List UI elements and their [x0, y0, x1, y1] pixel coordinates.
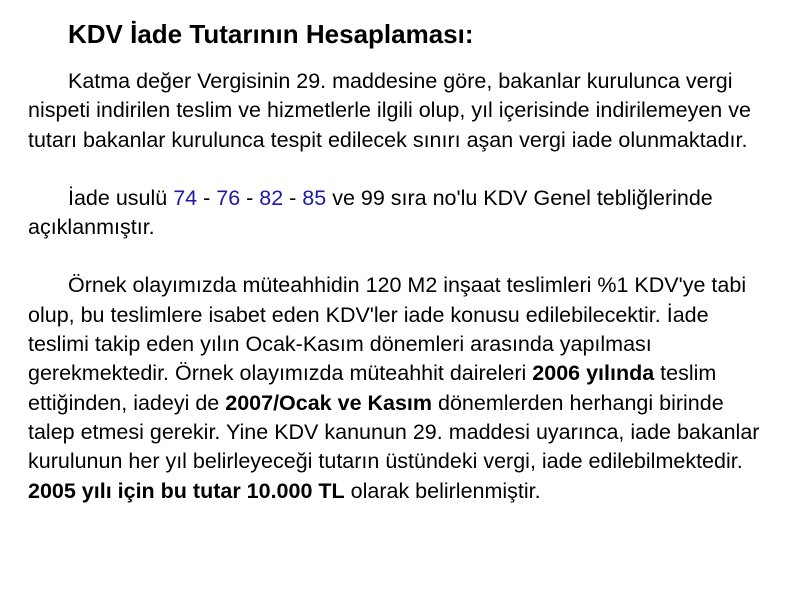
- communique-link-76[interactable]: 76: [216, 185, 241, 210]
- communique-link-74[interactable]: 74: [173, 185, 198, 210]
- paragraph-refund-procedure: [28, 184, 772, 243]
- example-text-3: dönemlerden herhangi birinde talep etmesi gerekir. Yine KDV kanunun 29. maddesi uyarınca, iade bakanlar kurulunun her yıl belirleyeceği tutarın üstündeki vergi, iade edilebilmektedir.: [28, 390, 760, 474]
- link-separator: -: [240, 185, 260, 210]
- example-text-4: olarak belirlenmiştir.: [344, 478, 541, 503]
- procedure-lead-text: İade usulü: [68, 185, 174, 210]
- link-separator: -: [197, 185, 217, 210]
- refund-period-bold: 2007/Ocak ve Kasım: [225, 390, 433, 415]
- document-page: [28, 14, 772, 506]
- delivery-year-bold: 2006 yılında: [532, 361, 655, 386]
- example-text-2: teslim ettiğinden, iadeyi de: [28, 361, 717, 415]
- paragraph-vat-refund-rule: Katma değer Vergisinin 29. maddesine göre, bakanlar kurulunca vergi nispeti indirilen teslim ve hizmetlerle ilgili olup, yıl içerisinde indirilemeyen ve tutarı bakanlar kurulunca tespit edilecek sınırı aşan vergi iade olunmaktadır.: [28, 69, 751, 152]
- procedure-tail-text: ve 99 sıra no'lu KDV Genel tebliğlerinde açıklanmıştır.: [28, 185, 713, 240]
- example-text-1: Örnek olayımızda müteahhidin 120 M2 inşaat teslimleri %1 KDV'ye tabi olup, bu teslimlere isabet eden KDV'ler iade konusu edilebilecektir. İade teslimi takip eden yılın Ocak-Kasım dönemleri arasında yapılması gerekmektedir. Örnek olayımızda müteahhit daireleri: [28, 273, 747, 386]
- link-separator: -: [283, 185, 303, 210]
- communique-link-82[interactable]: 82: [259, 185, 284, 210]
- communique-link-85[interactable]: 85: [302, 185, 327, 210]
- paragraph-example-case: [28, 271, 772, 505]
- threshold-amount-bold: 2005 yılı için bu tutar 10.000 TL: [28, 478, 345, 503]
- page-title: KDV İade Tutarının Hesaplaması:: [68, 19, 474, 49]
